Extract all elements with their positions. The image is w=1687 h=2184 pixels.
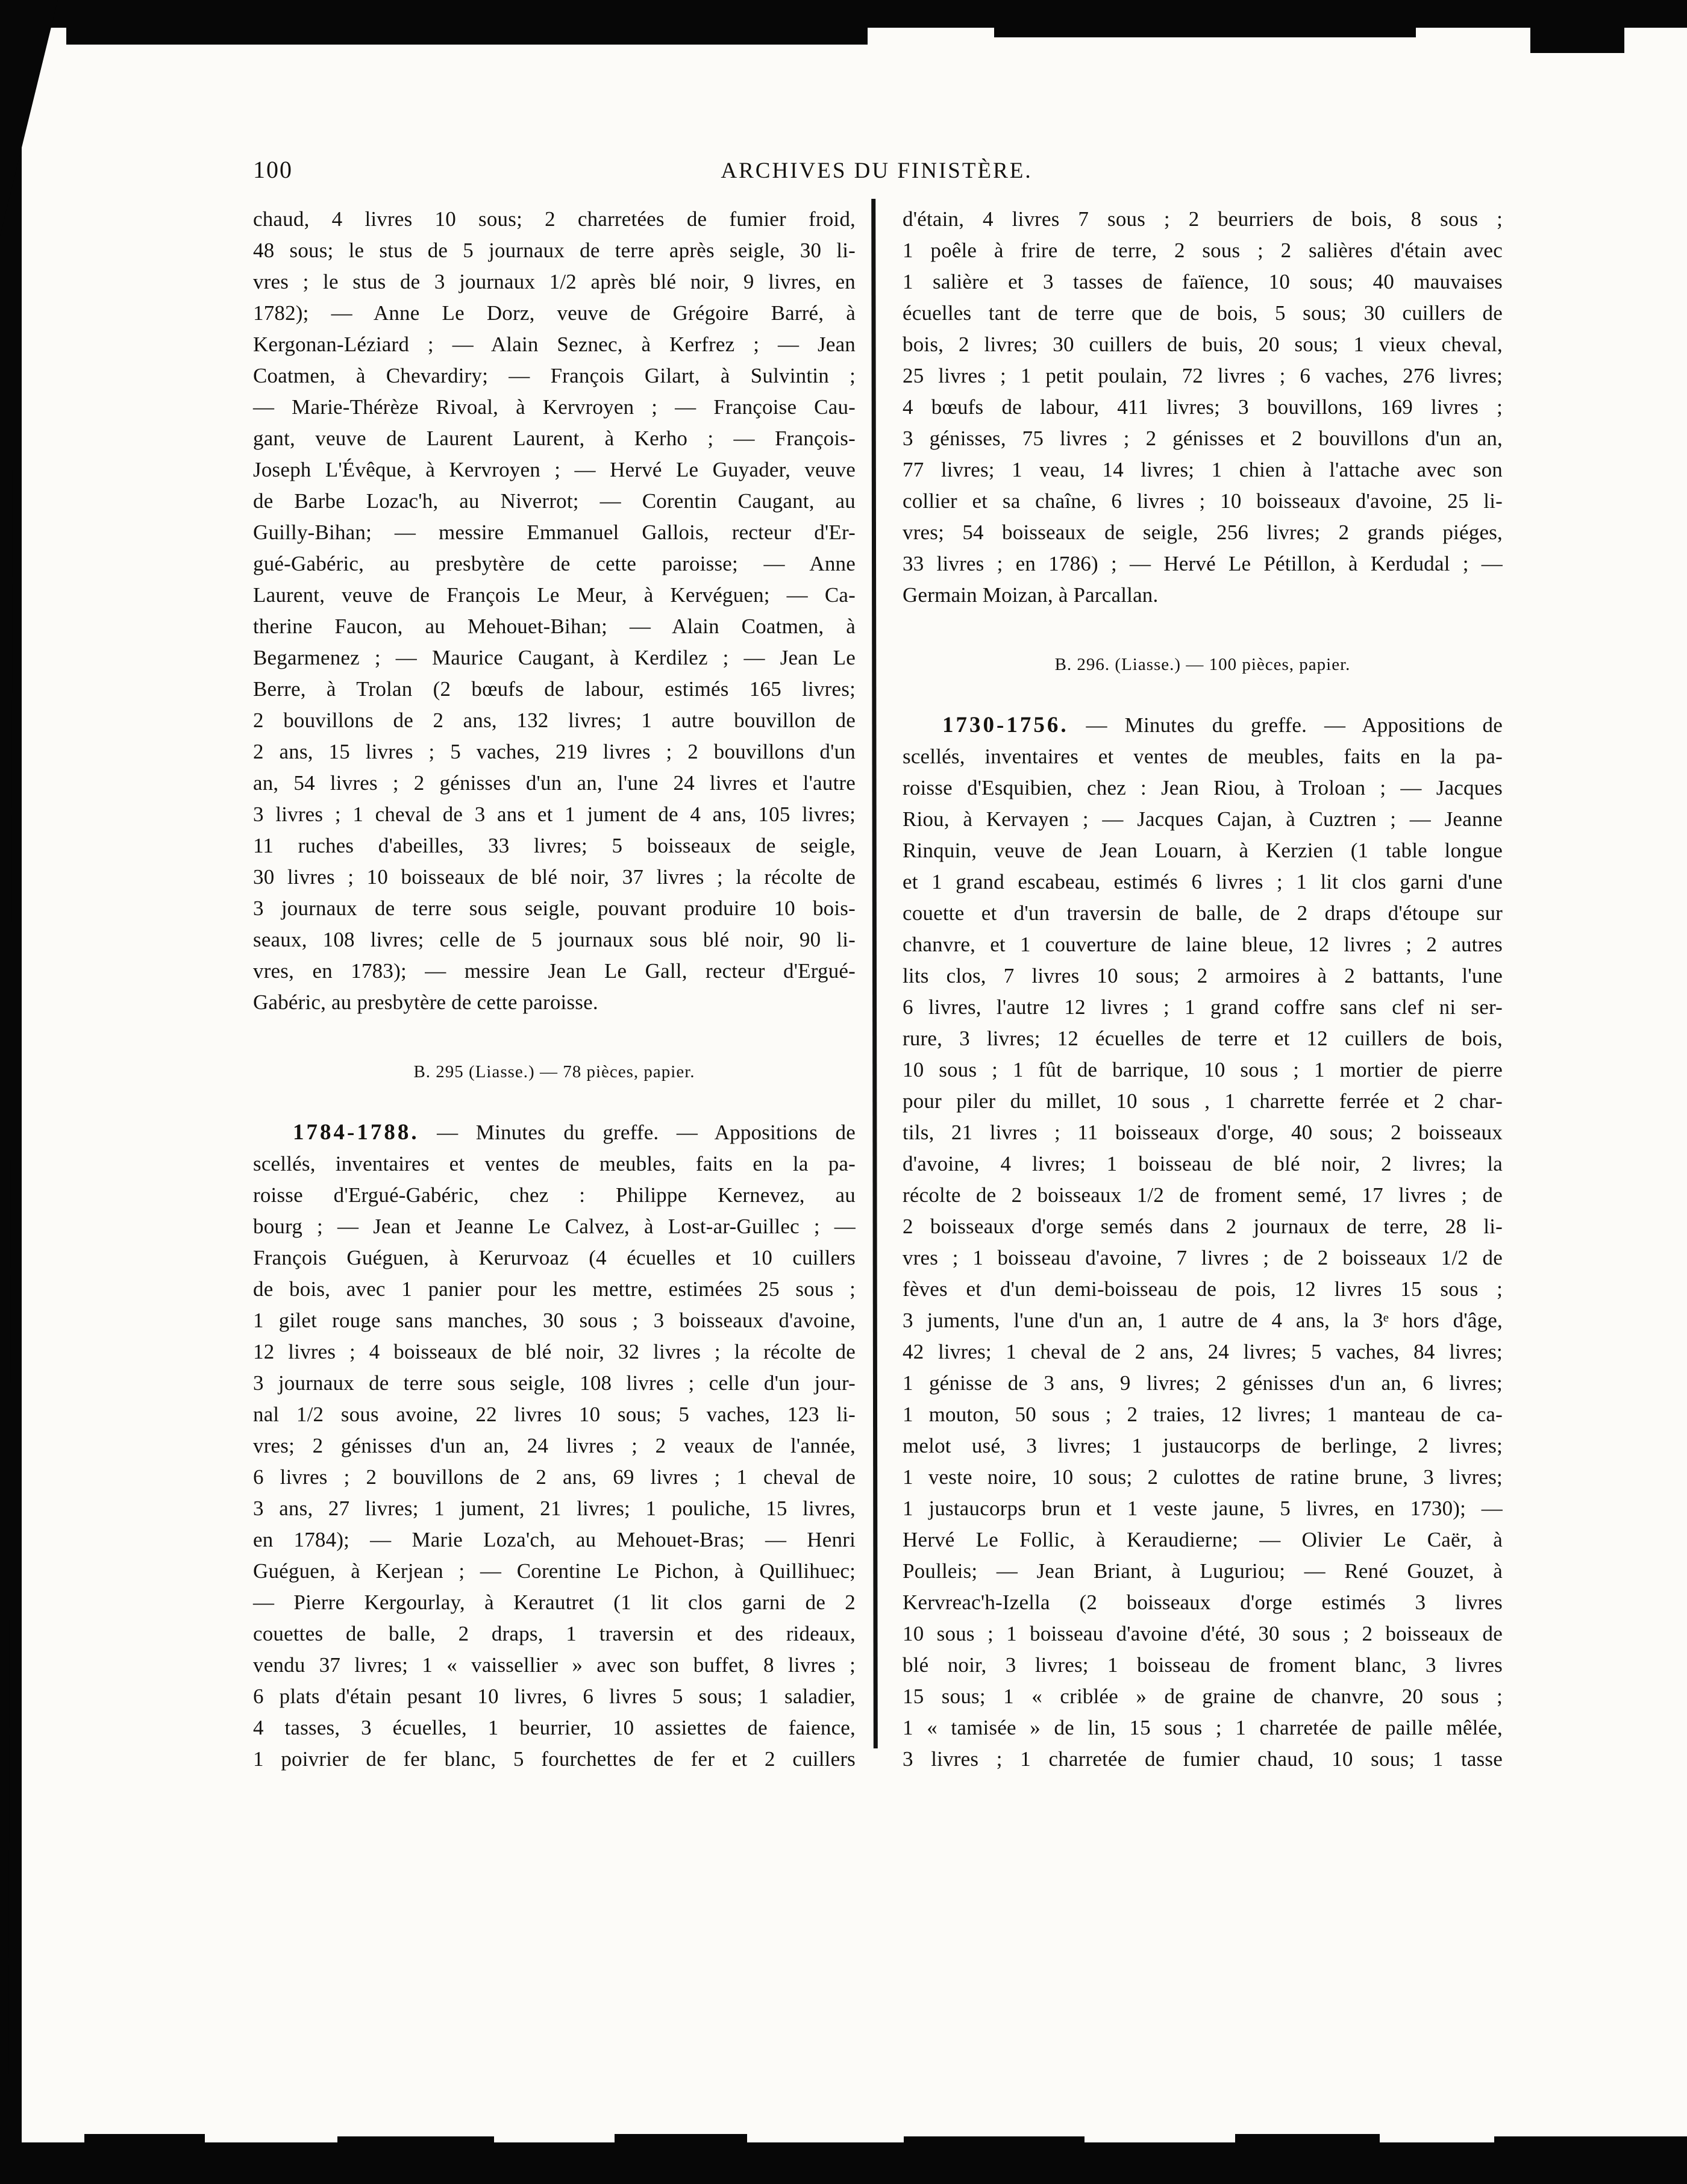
text-line: vres, en 1783); — messire Jean Le Gall, recteur d'Ergué-	[253, 959, 856, 983]
text-line: d'étain, 4 livres 7 sous ; 2 beurriers de bois, 8 sous ;	[903, 207, 1503, 231]
text-line: an, 54 livres ; 2 génisses d'un an, l'une 24 livres et l'autre	[253, 771, 856, 795]
text-line: 3 ans, 27 livres; 1 jument, 21 livres; 1 pouliche, 15 livres,	[253, 1497, 856, 1520]
text-line: 12 livres ; 4 boisseaux de blé noir, 32 livres ; la récolte de	[253, 1340, 856, 1363]
frame-bottom-edge	[84, 2134, 205, 2144]
text-line: nal 1/2 sous avoine, 22 livres 10 sous; 5 vaches, 123 li-	[253, 1403, 856, 1426]
frame-bottom-bar	[0, 2142, 1687, 2184]
text-line: François Guéguen, à Kerurvoaz (4 écuelles et 10 cuillers	[253, 1246, 856, 1269]
frame-bottom-edge	[1235, 2134, 1380, 2144]
text-line: Kervreac'h-Izella (2 boisseaux d'orge estimés 3 livres	[903, 1591, 1503, 1614]
text-line: vres; 2 génisses d'un an, 24 livres ; 2 veaux de l'année,	[253, 1434, 856, 1457]
text-line: 15 sous; 1 « criblée » de graine de chanvre, 20 sous ;	[903, 1685, 1503, 1708]
frame-bottom-edge	[904, 2136, 1084, 2144]
frame-top-edge	[994, 28, 1416, 37]
text-line: bourg ; — Jean et Jeanne Le Calvez, à Lost-ar-Guillec ; —	[253, 1215, 856, 1238]
text-line: 1 salière et 3 tasses de faïence, 10 sous; 40 mauvaises	[903, 270, 1503, 293]
text-line: de bois, avec 1 panier pour les mettre, estimées 25 sous ;	[253, 1277, 856, 1301]
text-line: scellés, inventaires et ventes de meubles, faits en la pa-	[253, 1152, 856, 1175]
entry-date: 1784-1788.	[293, 1120, 419, 1145]
text-line: 6 plats d'étain pesant 10 livres, 6 livres 5 sous; 1 saladier,	[253, 1685, 856, 1708]
text-line: chaud, 4 livres 10 sous; 2 charretées de fumier froid,	[253, 207, 856, 231]
text-line: collier et sa chaîne, 6 livres ; 10 boisseaux d'avoine, 25 li-	[903, 489, 1503, 513]
text-line: therine Faucon, au Mehouet-Bihan; — Alain Coatmen, à	[253, 615, 856, 638]
text-line: 77 livres; 1 veau, 14 livres; 1 chien à l'attache avec son	[903, 458, 1503, 481]
text-line: couette et d'un traversin de balle, de 2 draps d'étoupe sur	[903, 901, 1503, 925]
text-line: Guéguen, à Kerjean ; — Corentine Le Pichon, à Quillihuec;	[253, 1559, 856, 1583]
text-line: 3 juments, l'une d'un an, 1 autre de 4 ans, la 3ᵉ hors d'âge,	[903, 1309, 1503, 1332]
text-line: Joseph L'Évêque, à Kervroyen ; — Hervé Le Guyader, veuve	[253, 458, 856, 481]
text-line: 2 bouvillons de 2 ans, 132 livres; 1 autre bouvillon de	[253, 709, 856, 732]
text-line: — Pierre Kergourlay, à Kerautret (1 lit clos garni de 2	[253, 1591, 856, 1614]
page-number: 100	[253, 156, 293, 183]
text-line: 10 sous ; 1 boisseau d'avoine d'été, 30 sous ; 2 boisseaux de	[903, 1622, 1503, 1645]
text-line: Begarmenez ; — Maurice Caugant, à Kerdilez ; — Jean Le	[253, 646, 856, 669]
text-line: tils, 21 livres ; 11 boisseaux d'orge, 40 sous; 2 boisseaux	[903, 1121, 1503, 1144]
text-line: 6 livres, l'autre 12 livres ; 1 grand coffre sans clef ni ser-	[903, 995, 1503, 1019]
frame-top-edge	[66, 28, 868, 45]
text-line: de Barbe Lozac'h, au Niverrot; — Corentin Caugant, au	[253, 489, 856, 513]
text-line: 1 mouton, 50 sous ; 2 traies, 12 livres; 1 manteau de ca-	[903, 1403, 1503, 1426]
text-line: Germain Moizan, à Parcallan.	[903, 583, 1159, 607]
text-line: couettes de balle, 2 draps, 1 traversin et des rideaux,	[253, 1622, 856, 1645]
text-line: 48 sous; le stus de 5 journaux de terre après seigle, 30 li-	[253, 239, 856, 262]
text-line: Coatmen, à Chevardiry; — François Gilart, à Sulvintin ;	[253, 364, 856, 387]
page-header-title: ARCHIVES DU FINISTÈRE.	[721, 158, 1033, 183]
text-line: écuelles tant de terre que de bois, 5 sous; 30 cuillers de	[903, 301, 1503, 325]
text-line: lits clos, 7 livres 10 sous; 2 armoires à 2 battants, l'une	[903, 964, 1503, 987]
text-line: 6 livres ; 2 bouvillons de 2 ans, 69 livres ; 1 cheval de	[253, 1465, 856, 1489]
frame-bottom-edge	[1494, 2136, 1687, 2144]
entry-first-line: 1730-1756. — Minutes du greffe. — Appositions de	[942, 713, 1503, 737]
text-line: 1 génisse de 3 ans, 9 livres; 2 génisses d'un an, 6 livres;	[903, 1371, 1503, 1395]
column-left	[253, 204, 856, 1775]
text-line: 33 livres ; en 1786) ; — Hervé Le Pétillon, à Kerdudal ; —	[903, 552, 1503, 575]
text-line: 3 journaux de terre sous seigle, 108 livres ; celle d'un jour-	[253, 1371, 856, 1395]
text-line: Gabéric, au presbytère de cette paroisse.	[253, 990, 598, 1014]
text-line: Guilly-Bihan; — messire Emmanuel Gallois, recteur d'Er-	[253, 521, 856, 544]
text-line: 11 ruches d'abeilles, 33 livres; 5 boisseaux de seigle,	[253, 834, 856, 857]
text-line: et 1 grand escabeau, estimés 6 livres ; 1 lit clos garni d'une	[903, 870, 1503, 893]
text-line: Riou, à Kervayen ; — Jacques Cajan, à Cuztren ; — Jeanne	[903, 807, 1503, 831]
text-line: melot usé, 3 livres; 1 justaucorps de berlinge, 2 livres;	[903, 1434, 1503, 1457]
text-line: 10 sous ; 1 fût de barrique, 10 sous ; 1 mortier de pierre	[903, 1058, 1503, 1081]
text-line: 1 poivrier de fer blanc, 5 fourchettes de fer et 2 cuillers	[253, 1747, 856, 1771]
column-divider-rule	[871, 199, 878, 1748]
text-line: vres ; le stus de 3 journaux 1/2 après blé noir, 9 livres, en	[253, 270, 856, 293]
text-line: 3 génisses, 75 livres ; 2 génisses et 2 bouvillons d'un an,	[903, 427, 1503, 450]
text-line: vres; 54 boisseaux de seigle, 256 livres; 2 grands piéges,	[903, 521, 1503, 544]
text-line: 3 journaux de terre sous seigle, pouvant produire 10 bois-	[253, 896, 856, 920]
text-line: Laurent, veuve de François Le Meur, à Kervéguen; — Ca-	[253, 583, 856, 607]
text-line: 1 justaucorps brun et 1 veste jaune, 5 livres, en 1730); —	[903, 1497, 1503, 1520]
liasse-heading: B. 296. (Liasse.) — 100 pièces, papier.	[1054, 655, 1351, 674]
text-line: 1 « tamisée » de lin, 15 sous ; 1 charretée de paille mêlée,	[903, 1716, 1503, 1739]
text-line: roisse d'Ergué-Gabéric, chez : Philippe Kernevez, au	[253, 1183, 856, 1207]
text-line: 2 boisseaux d'orge semés dans 2 journaux de terre, 28 li-	[903, 1215, 1503, 1238]
text-line: vres ; 1 boisseau d'avoine, 7 livres ; de 2 boisseaux 1/2 de	[903, 1246, 1503, 1269]
frame-top-edge	[1530, 28, 1624, 53]
column-right	[903, 204, 1503, 1775]
text-line: 42 livres; 1 cheval de 2 ans, 24 livres; 5 vaches, 84 livres;	[903, 1340, 1503, 1363]
text-line: 25 livres ; 1 petit poulain, 72 livres ; 6 vaches, 276 livres;	[903, 364, 1503, 387]
text-line: bois, 2 livres; 30 cuillers de buis, 20 sous; 1 vieux cheval,	[903, 333, 1503, 356]
text-line: — Marie-Thérèze Rivoal, à Kervroyen ; — Françoise Cau-	[253, 395, 856, 419]
text-line: 3 livres ; 1 charretée de fumier chaud, 10 sous; 1 tasse	[903, 1747, 1503, 1771]
text-line: roisse d'Esquibien, chez : Jean Riou, à Troloan ; — Jacques	[903, 776, 1503, 799]
text-line: scellés, inventaires et ventes de meubles, faits en la pa-	[903, 745, 1503, 768]
text-line: 3 livres ; 1 cheval de 3 ans et 1 jument de 4 ans, 105 livres;	[253, 803, 856, 826]
text-line: gant, veuve de Laurent Laurent, à Kerho ; — François-	[253, 427, 856, 450]
text-line: fèves et d'un demi-boisseau de pois, 12 livres 15 sous ;	[903, 1277, 1503, 1301]
frame-bottom-edge	[337, 2136, 494, 2144]
entry-date: 1730-1756.	[942, 713, 1069, 737]
text-line: 2 ans, 15 livres ; 5 vaches, 219 livres ; 2 bouvillons d'un	[253, 740, 856, 763]
text-line: 4 tasses, 3 écuelles, 1 beurrier, 10 assiettes de faience,	[253, 1716, 856, 1739]
text-line: blé noir, 3 livres; 1 boisseau de froment blanc, 3 livres	[903, 1653, 1503, 1677]
text-line: 30 livres ; 10 boisseaux de blé noir, 37 livres ; la récolte de	[253, 865, 856, 889]
text-line: vendu 37 livres; 1 « vaissellier » avec son buffet, 8 livres ;	[253, 1653, 856, 1677]
text-line: gué-Gabéric, au presbytère de cette paroisse; — Anne	[253, 552, 856, 575]
frame-bottom-edge	[615, 2134, 747, 2144]
text-line: chanvre, et 1 couverture de laine bleue, 12 livres ; 2 autres	[903, 933, 1503, 956]
text-line: 4 bœufs de labour, 411 livres; 3 bouvillons, 169 livres ;	[903, 395, 1503, 419]
text-line: récolte de 2 boisseaux 1/2 de froment semé, 17 livres ; de	[903, 1183, 1503, 1207]
text-line: 1 veste noire, 10 sous; 2 culottes de ratine brune, 3 livres;	[903, 1465, 1503, 1489]
text-line: Hervé Le Follic, à Keraudierne; — Olivier Le Caër, à	[903, 1528, 1503, 1551]
text-line: Kergonan-Léziard ; — Alain Seznec, à Kerfrez ; — Jean	[253, 333, 856, 356]
text-line: en 1784); — Marie Loza'ch, au Mehouet-Bras; — Henri	[253, 1528, 856, 1551]
text-line: 1 gilet rouge sans manches, 30 sous ; 3 boisseaux d'avoine,	[253, 1309, 856, 1332]
text-line: 1 poêle à frire de terre, 2 sous ; 2 salières d'étain avec	[903, 239, 1503, 262]
text-line: rure, 3 livres; 12 écuelles de terre et 12 cuillers de bois,	[903, 1027, 1503, 1050]
frame-top-bar	[0, 0, 1687, 28]
text-line: Poulleis; — Jean Briant, à Luguriou; — René Gouzet, à	[903, 1559, 1503, 1583]
text-line: pour piler du millet, 10 sous , 1 charrette ferrée et 2 char-	[903, 1089, 1503, 1113]
text-line: d'avoine, 4 livres; 1 boisseau de blé noir, 2 livres; la	[903, 1152, 1503, 1175]
text-line: 1782); — Anne Le Dorz, veuve de Grégoire Barré, à	[253, 301, 856, 325]
liasse-heading: B. 295 (Liasse.) — 78 pièces, papier.	[413, 1062, 695, 1081]
text-line: seaux, 108 livres; celle de 5 journaux sous blé noir, 90 li-	[253, 928, 856, 951]
text-line: Berre, à Trolan (2 bœufs de labour, estimés 165 livres;	[253, 677, 856, 701]
entry-first-line: 1784-1788. — Minutes du greffe. — Appositions de	[293, 1120, 856, 1145]
text-line: Rinquin, veuve de Jean Louarn, à Kerzien (1 table longue	[903, 839, 1503, 862]
